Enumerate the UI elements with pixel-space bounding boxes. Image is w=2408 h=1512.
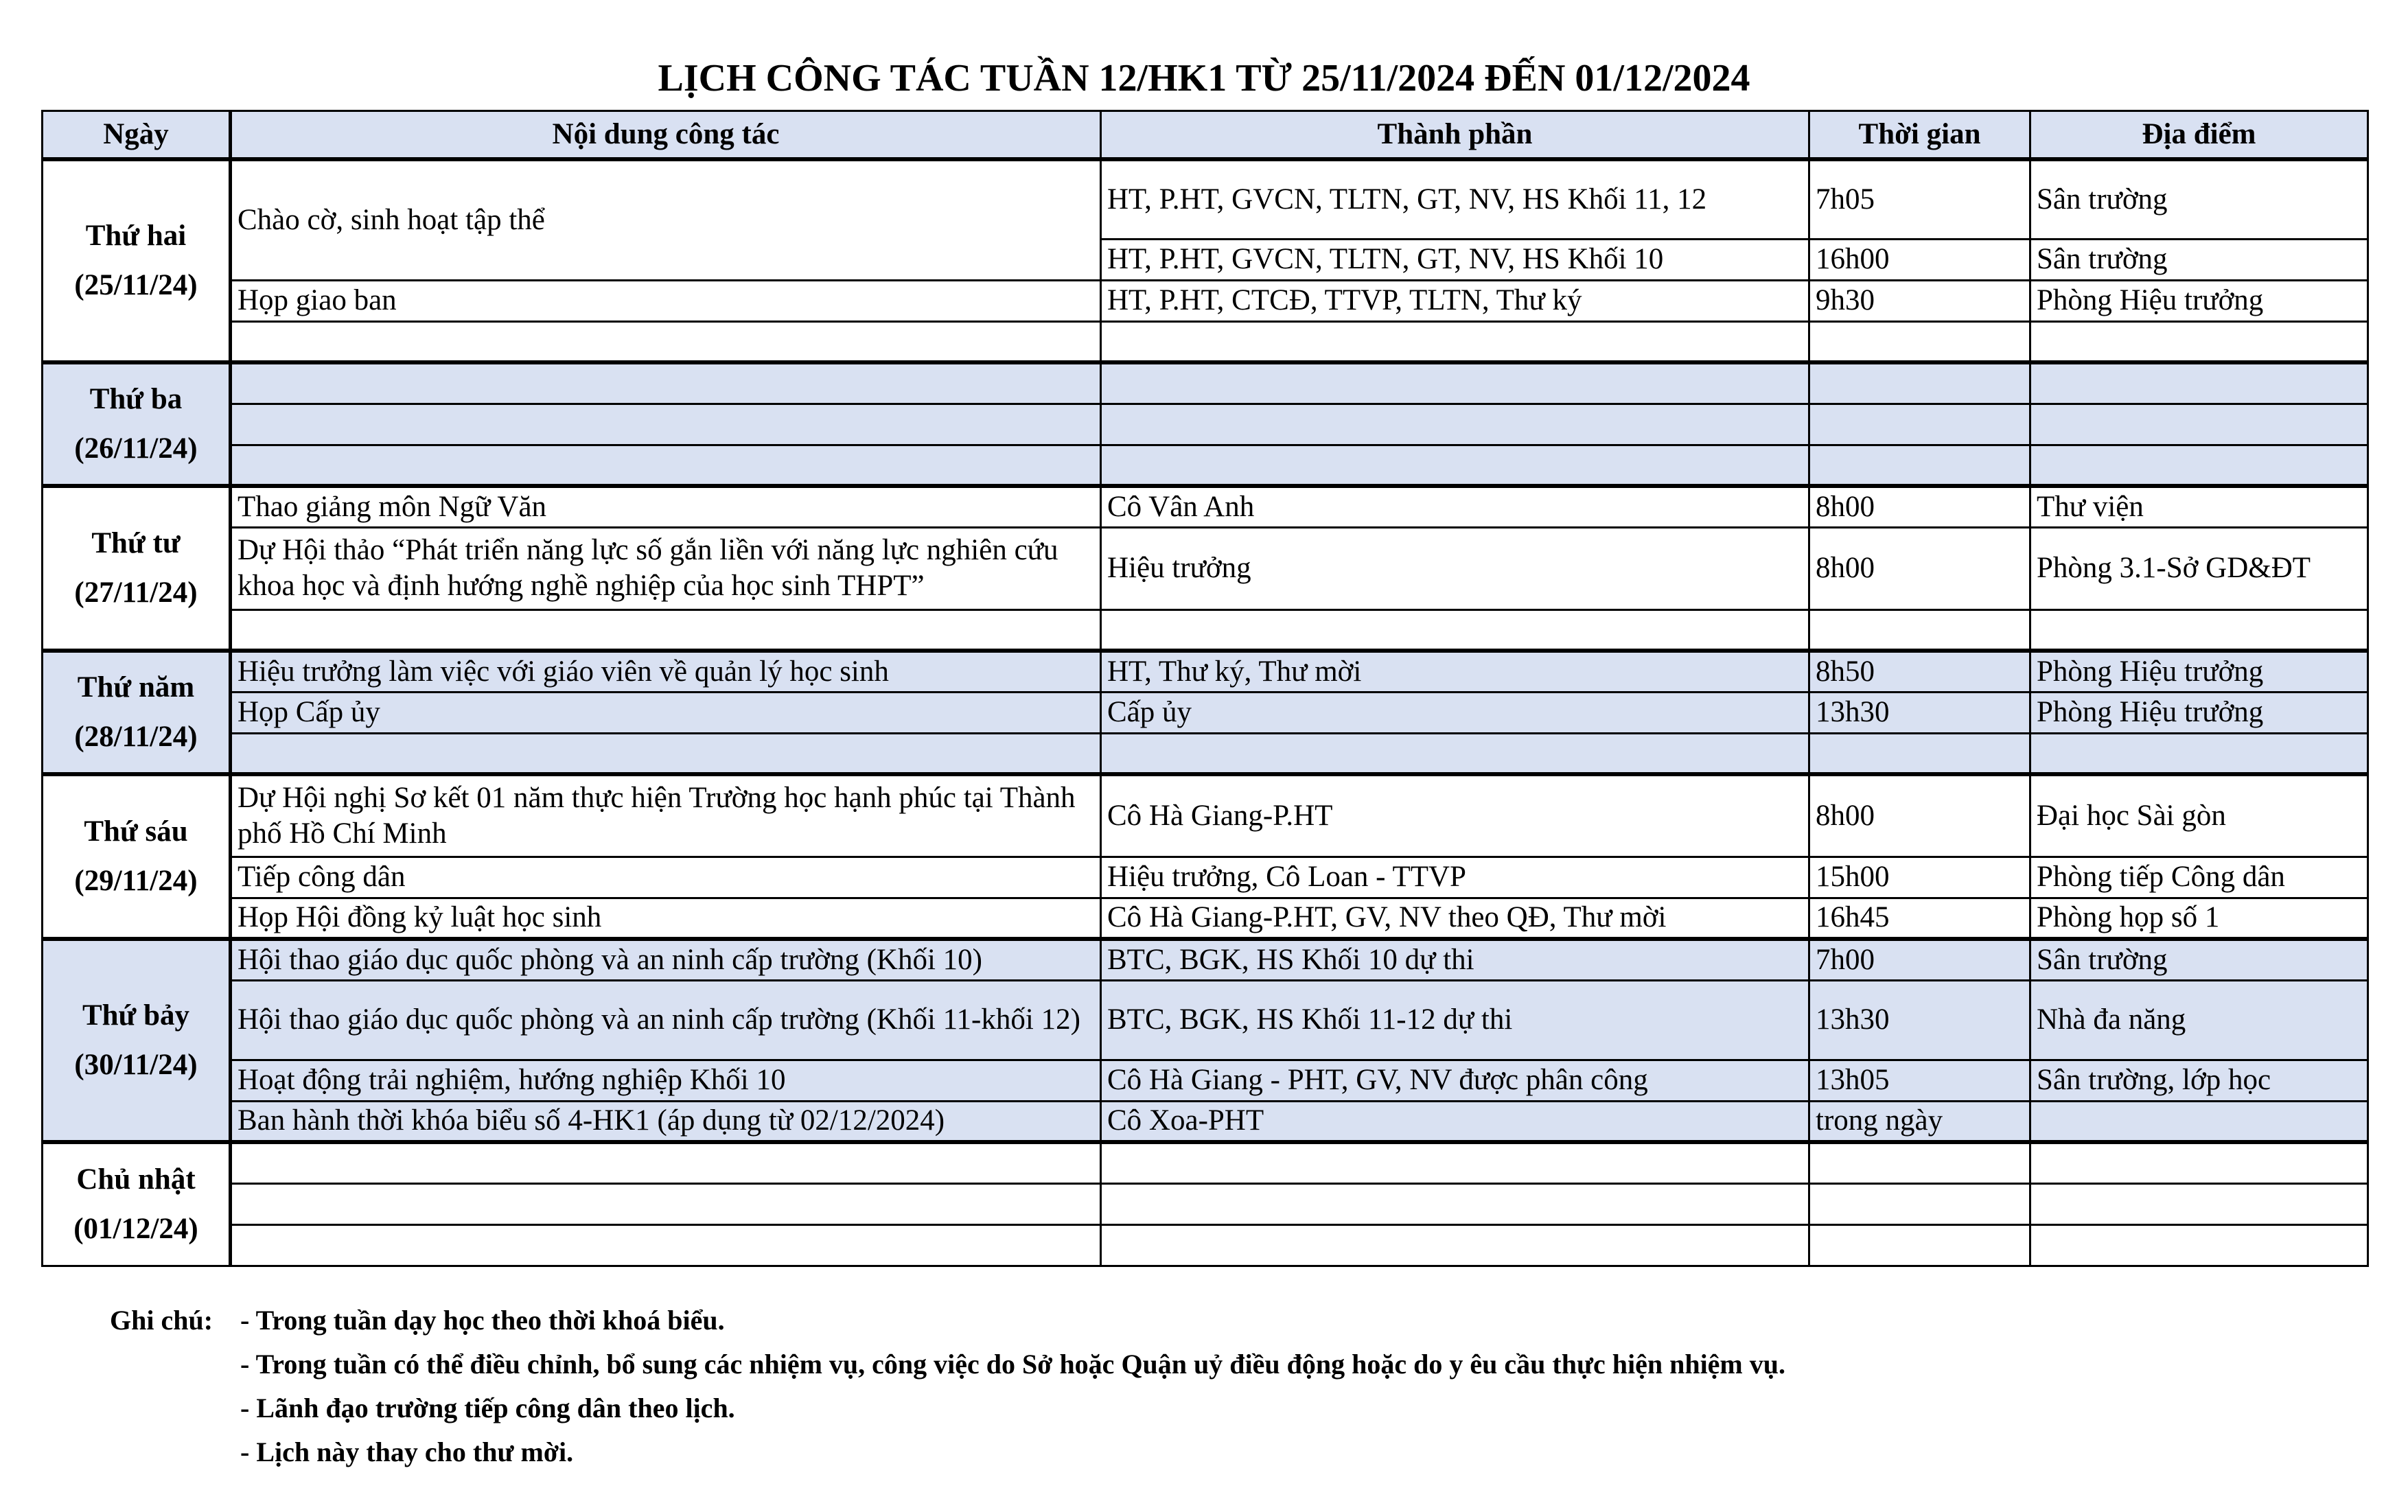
table-row bbox=[43, 733, 2368, 774]
table-row bbox=[43, 1060, 2368, 1101]
place-cell: Sân trường bbox=[2030, 239, 2368, 280]
place-cell: Phòng 3.1-Sở GD&ĐT bbox=[2030, 527, 2368, 609]
time-cell: 7h00 bbox=[1809, 939, 2030, 980]
time-cell: 8h00 bbox=[1809, 486, 2030, 527]
table-row bbox=[43, 486, 2368, 527]
place-cell bbox=[2030, 321, 2368, 362]
time-cell: 13h30 bbox=[1809, 980, 2030, 1060]
content-cell: Hội thao giáo dục quốc phòng và an ninh cấp trường (Khối 10) bbox=[231, 939, 1101, 980]
members-cell: BTC, BGK, HS Khối 10 dự thi bbox=[1101, 939, 1809, 980]
day-cell-monday bbox=[43, 159, 231, 362]
note-line: - Trong tuần có thể điều chỉnh, bổ sung các nhiệm vụ, công việc do Sở hoặc Quận uỷ điều động hoặc do y êu cầu thực hiện nhiệm vụ. bbox=[240, 1349, 1785, 1380]
content-cell bbox=[231, 1183, 1101, 1224]
time-cell: 7h05 bbox=[1809, 159, 2030, 239]
day-name: Thứ tư bbox=[91, 527, 181, 559]
members-cell: Hiệu trưởng bbox=[1101, 527, 1809, 609]
content-cell: Thao giảng môn Ngữ Văn bbox=[231, 486, 1101, 527]
content-cell: Ban hành thời khóa biểu số 4-HK1 (áp dụng từ 02/12/2024) bbox=[231, 1101, 1101, 1142]
place-cell: Nhà đa năng bbox=[2030, 980, 2368, 1060]
table-row bbox=[43, 445, 2368, 486]
table-row bbox=[43, 1101, 2368, 1142]
header-time: Thời gian bbox=[1809, 111, 2030, 160]
time-cell bbox=[1809, 1224, 2030, 1266]
members-cell: BTC, BGK, HS Khối 11-12 dự thi bbox=[1101, 980, 1809, 1060]
time-cell: 8h00 bbox=[1809, 774, 2030, 857]
members-cell bbox=[1101, 404, 1809, 445]
time-cell bbox=[1809, 1183, 2030, 1224]
members-cell bbox=[1101, 1224, 1809, 1266]
table-row bbox=[43, 980, 2368, 1060]
place-cell bbox=[2030, 1101, 2368, 1142]
members-cell: HT, P.HT, CTCĐ, TTVP, TLTN, Thư ký bbox=[1101, 280, 1809, 321]
members-cell bbox=[1101, 1183, 1809, 1224]
place-cell bbox=[2030, 1183, 2368, 1224]
place-cell: Sân trường bbox=[2030, 159, 2368, 239]
content-cell bbox=[231, 1142, 1101, 1183]
table-row bbox=[43, 692, 2368, 733]
members-cell: HT, P.HT, GVCN, TLTN, GT, NV, HS Khối 10 bbox=[1101, 239, 1809, 280]
table-row bbox=[43, 1183, 2368, 1224]
place-cell: Phòng Hiệu trưởng bbox=[2030, 651, 2368, 692]
members-cell: Cô Vân Anh bbox=[1101, 486, 1809, 527]
place-cell bbox=[2030, 733, 2368, 774]
day-date: (28/11/24) bbox=[74, 721, 198, 753]
table-row bbox=[43, 404, 2368, 445]
members-cell: Cô Hà Giang-P.HT, GV, NV theo QĐ, Thư mời bbox=[1101, 898, 1809, 939]
table-row bbox=[43, 362, 2368, 404]
members-cell bbox=[1101, 362, 1809, 404]
content-cell bbox=[231, 1224, 1101, 1266]
day-cell-tuesday bbox=[43, 362, 231, 486]
content-cell: Dự Hội nghị Sơ kết 01 năm thực hiện Trường học hạnh phúc tại Thành phố Hồ Chí Minh bbox=[231, 774, 1101, 857]
time-cell: trong ngày bbox=[1809, 1101, 2030, 1142]
page-title: LỊCH CÔNG TÁC TUẦN 12/HK1 TỪ 25/11/2024 ĐẾN 01/12/2024 bbox=[658, 57, 1750, 100]
members-cell bbox=[1101, 445, 1809, 486]
time-cell bbox=[1809, 733, 2030, 774]
notes-label: Ghi chú: bbox=[110, 1305, 213, 1336]
day-cell-saturday bbox=[43, 939, 231, 1142]
time-cell: 16h00 bbox=[1809, 239, 2030, 280]
time-cell: 13h05 bbox=[1809, 1060, 2030, 1101]
time-cell bbox=[1809, 362, 2030, 404]
time-cell: 8h50 bbox=[1809, 651, 2030, 692]
content-cell bbox=[231, 445, 1101, 486]
content-cell bbox=[231, 362, 1101, 404]
table-row bbox=[43, 651, 2368, 692]
table-row bbox=[43, 159, 2368, 239]
day-name: Thứ hai bbox=[85, 220, 187, 252]
time-cell: 8h00 bbox=[1809, 527, 2030, 609]
content-cell bbox=[231, 321, 1101, 362]
note-line: - Lịch này thay cho thư mời. bbox=[240, 1437, 574, 1467]
members-cell bbox=[1101, 609, 1809, 651]
place-cell bbox=[2030, 1142, 2368, 1183]
day-cell-sunday bbox=[43, 1142, 231, 1266]
place-cell: Sân trường bbox=[2030, 939, 2368, 980]
place-cell: Phòng tiếp Công dân bbox=[2030, 857, 2368, 898]
time-cell: 15h00 bbox=[1809, 857, 2030, 898]
time-cell bbox=[1809, 609, 2030, 651]
day-date: (27/11/24) bbox=[74, 577, 198, 609]
content-cell: Dự Hội thảo “Phát triển năng lực số gắn liền với năng lực nghiên cứu khoa học và định hướng nghề nghiệp của học sinh THPT” bbox=[231, 527, 1101, 609]
day-cell-wednesday bbox=[43, 486, 231, 651]
content-cell bbox=[231, 609, 1101, 651]
members-cell bbox=[1101, 733, 1809, 774]
table-row bbox=[43, 857, 2368, 898]
day-date: (29/11/24) bbox=[74, 865, 198, 897]
members-cell: Cô Hà Giang-P.HT bbox=[1101, 774, 1809, 857]
header-day: Ngày bbox=[43, 111, 231, 160]
place-cell bbox=[2030, 445, 2368, 486]
day-date: (01/12/24) bbox=[73, 1212, 198, 1245]
members-cell: HT, P.HT, GVCN, TLTN, GT, NV, HS Khối 11, 12 bbox=[1101, 159, 1809, 239]
content-cell: Tiếp công dân bbox=[231, 857, 1101, 898]
time-cell: 16h45 bbox=[1809, 898, 2030, 939]
header-row bbox=[43, 111, 2368, 160]
time-cell bbox=[1809, 321, 2030, 362]
day-date: (26/11/24) bbox=[74, 432, 198, 465]
members-cell: Cô Xoa-PHT bbox=[1101, 1101, 1809, 1142]
day-name: Thứ ba bbox=[89, 383, 183, 415]
content-cell: Họp Cấp ủy bbox=[231, 692, 1101, 733]
table-row bbox=[43, 898, 2368, 939]
place-cell bbox=[2030, 1224, 2368, 1266]
place-cell: Sân trường, lớp học bbox=[2030, 1060, 2368, 1101]
header-place: Địa điểm bbox=[2030, 111, 2368, 160]
table-row bbox=[43, 1142, 2368, 1183]
members-cell: Cấp ủy bbox=[1101, 692, 1809, 733]
header-content: Nội dung công tác bbox=[231, 111, 1101, 160]
header-members: Thành phần bbox=[1101, 111, 1809, 160]
table-row bbox=[43, 774, 2368, 857]
time-cell: 9h30 bbox=[1809, 280, 2030, 321]
content-cell: Hội thao giáo dục quốc phòng và an ninh cấp trường (Khối 11-khối 12) bbox=[231, 980, 1101, 1060]
table-row bbox=[43, 1224, 2368, 1266]
place-cell bbox=[2030, 609, 2368, 651]
members-cell: HT, Thư ký, Thư mời bbox=[1101, 651, 1809, 692]
time-cell bbox=[1809, 1142, 2030, 1183]
time-cell: 13h30 bbox=[1809, 692, 2030, 733]
content-cell: Chào cờ, sinh hoạt tập thể bbox=[231, 159, 1101, 280]
note-line: - Lãnh đạo trường tiếp công dân theo lịch. bbox=[240, 1393, 735, 1423]
note-line: - Trong tuần dạy học theo thời khoá biểu. bbox=[240, 1305, 725, 1336]
place-cell: Phòng Hiệu trưởng bbox=[2030, 692, 2368, 733]
day-date: (25/11/24) bbox=[74, 269, 198, 301]
members-cell bbox=[1101, 1142, 1809, 1183]
content-cell: Hoạt động trải nghiệm, hướng nghiệp Khối 10 bbox=[231, 1060, 1101, 1101]
place-cell bbox=[2030, 362, 2368, 404]
place-cell: Phòng họp số 1 bbox=[2030, 898, 2368, 939]
time-cell bbox=[1809, 404, 2030, 445]
content-cell bbox=[231, 733, 1101, 774]
schedule-table bbox=[41, 110, 2369, 1267]
day-name: Chủ nhật bbox=[76, 1163, 196, 1196]
day-cell-thursday bbox=[43, 651, 231, 774]
table-row bbox=[43, 527, 2368, 609]
table-row bbox=[43, 321, 2368, 362]
time-cell bbox=[1809, 445, 2030, 486]
table-row bbox=[43, 609, 2368, 651]
day-name: Thứ sáu bbox=[84, 815, 188, 848]
content-cell bbox=[231, 404, 1101, 445]
place-cell: Thư viện bbox=[2030, 486, 2368, 527]
place-cell bbox=[2030, 404, 2368, 445]
table-row bbox=[43, 939, 2368, 980]
table-row bbox=[43, 280, 2368, 321]
content-cell: Họp Hội đồng kỷ luật học sinh bbox=[231, 898, 1101, 939]
members-cell bbox=[1101, 321, 1809, 362]
place-cell: Phòng Hiệu trưởng bbox=[2030, 280, 2368, 321]
day-name: Thứ năm bbox=[77, 671, 195, 703]
content-cell: Họp giao ban bbox=[231, 280, 1101, 321]
content-cell: Hiệu trưởng làm việc với giáo viên về quản lý học sinh bbox=[231, 651, 1101, 692]
day-name: Thứ bảy bbox=[82, 999, 190, 1032]
place-cell: Đại học Sài gòn bbox=[2030, 774, 2368, 857]
members-cell: Hiệu trưởng, Cô Loan - TTVP bbox=[1101, 857, 1809, 898]
day-date: (30/11/24) bbox=[74, 1049, 198, 1081]
day-cell-friday bbox=[43, 774, 231, 939]
members-cell: Cô Hà Giang - PHT, GV, NV được phân công bbox=[1101, 1060, 1809, 1101]
